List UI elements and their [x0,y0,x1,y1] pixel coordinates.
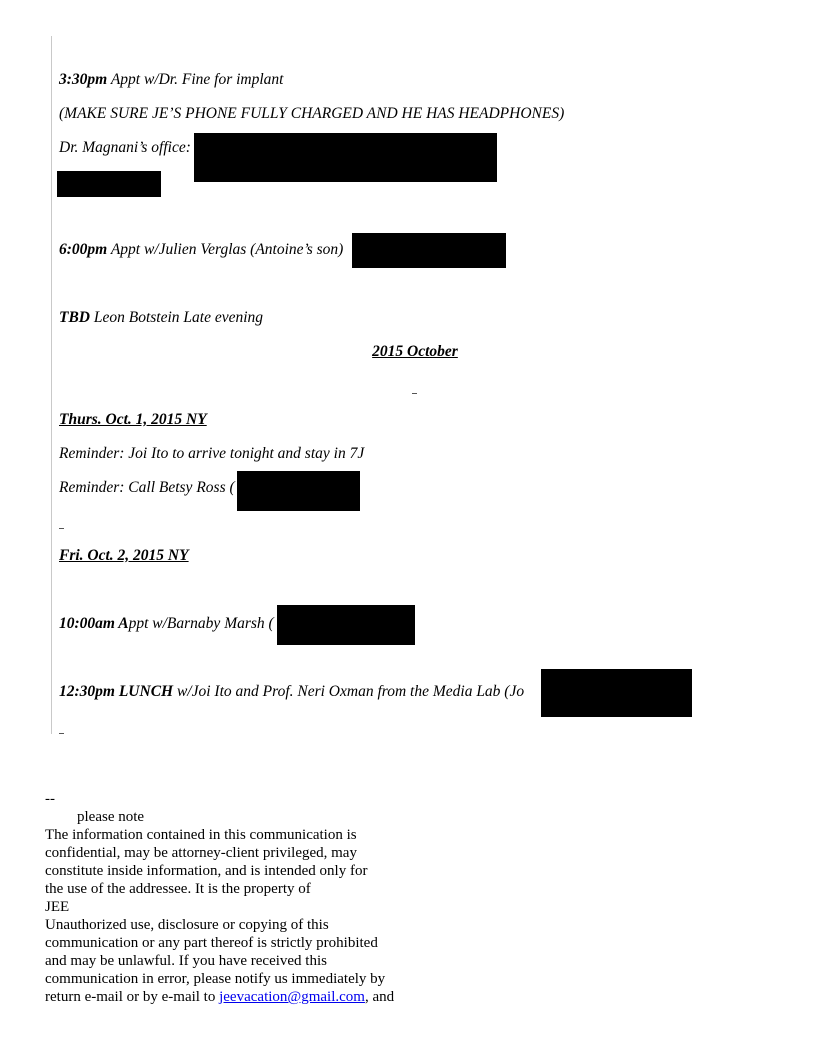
footer-line [45,988,445,1006]
redaction-box [57,171,161,197]
footer-dashes: -- [45,791,55,807]
email-footer [45,790,445,1006]
marsh-text: ppt w/Barnaby Marsh ( [128,615,274,632]
divider-tick [59,733,64,734]
appt-fine-text: Appt w/Dr. Fine for implant [107,71,284,88]
footer-line-prefix: return e-mail or by e-mail to [45,989,220,1005]
botstein-tbd: TBD [59,309,90,326]
footer-line: the use of the addressee. It is the property of [45,881,311,897]
please-note: please note [77,809,145,825]
appt-fine-line [59,71,283,89]
redaction-box [237,471,360,511]
day1-heading: Thurs. Oct. 1, 2015 NY [59,411,207,428]
botstein-text: Leon Botstein Late evening [90,309,264,326]
footer-line: communication or any part thereof is strictly prohibited [45,935,378,951]
lunch-line [59,683,524,701]
joi-reminder: Reminder: Joi Ito to arrive tonight and stay in 7J [59,445,365,462]
redaction-box [541,669,692,717]
quote-bar [51,36,52,734]
email-link[interactable]: jeevacation@gmail.com [219,989,365,1005]
footer-line-suffix: , and [364,989,395,1005]
marsh-line [59,615,274,633]
lunch-time: 12:30pm LUNCH [59,683,174,700]
divider-tick [412,393,417,394]
footer-line: communication in error, please notify us immediately by [45,971,386,987]
footer-line: Unauthorized use, disclosure or copying of this [45,917,329,933]
redaction-box [352,233,506,268]
footer-line: The information contained in this communication is [45,827,357,843]
footer-line: confidential, may be attorney-client privileged, may [45,845,357,861]
verglas-time: 6:00pm [59,241,108,258]
betsy-reminder: Reminder: Call Betsy Ross ( [59,479,235,496]
redaction-box [277,605,415,645]
footer-line: JEE [45,899,70,915]
month-title: 2015 October [372,343,458,360]
verglas-line [59,241,343,259]
verglas-text: Appt w/Julien Verglas (Antoine’s son) [107,241,344,258]
footer-line: constitute inside information, and is intended only for [45,863,368,879]
footer-line: and may be unlawful. If you have received this [45,953,327,969]
day2-heading: Fri. Oct. 2, 2015 NY [59,547,189,564]
redaction-box [194,133,497,182]
appt-fine-time: 3:30pm [59,71,108,88]
phone-note: (MAKE SURE JE’S PHONE FULLY CHARGED AND HE HAS HEADPHONES) [59,105,565,122]
botstein-line [59,309,263,327]
magnani-label: Dr. Magnani’s office: [59,139,191,156]
lunch-text: w/Joi Ito and Prof. Neri Oxman from the Media Lab (Jo [173,683,525,700]
divider-tick [59,528,64,529]
marsh-time: 10:00am A [59,615,129,632]
